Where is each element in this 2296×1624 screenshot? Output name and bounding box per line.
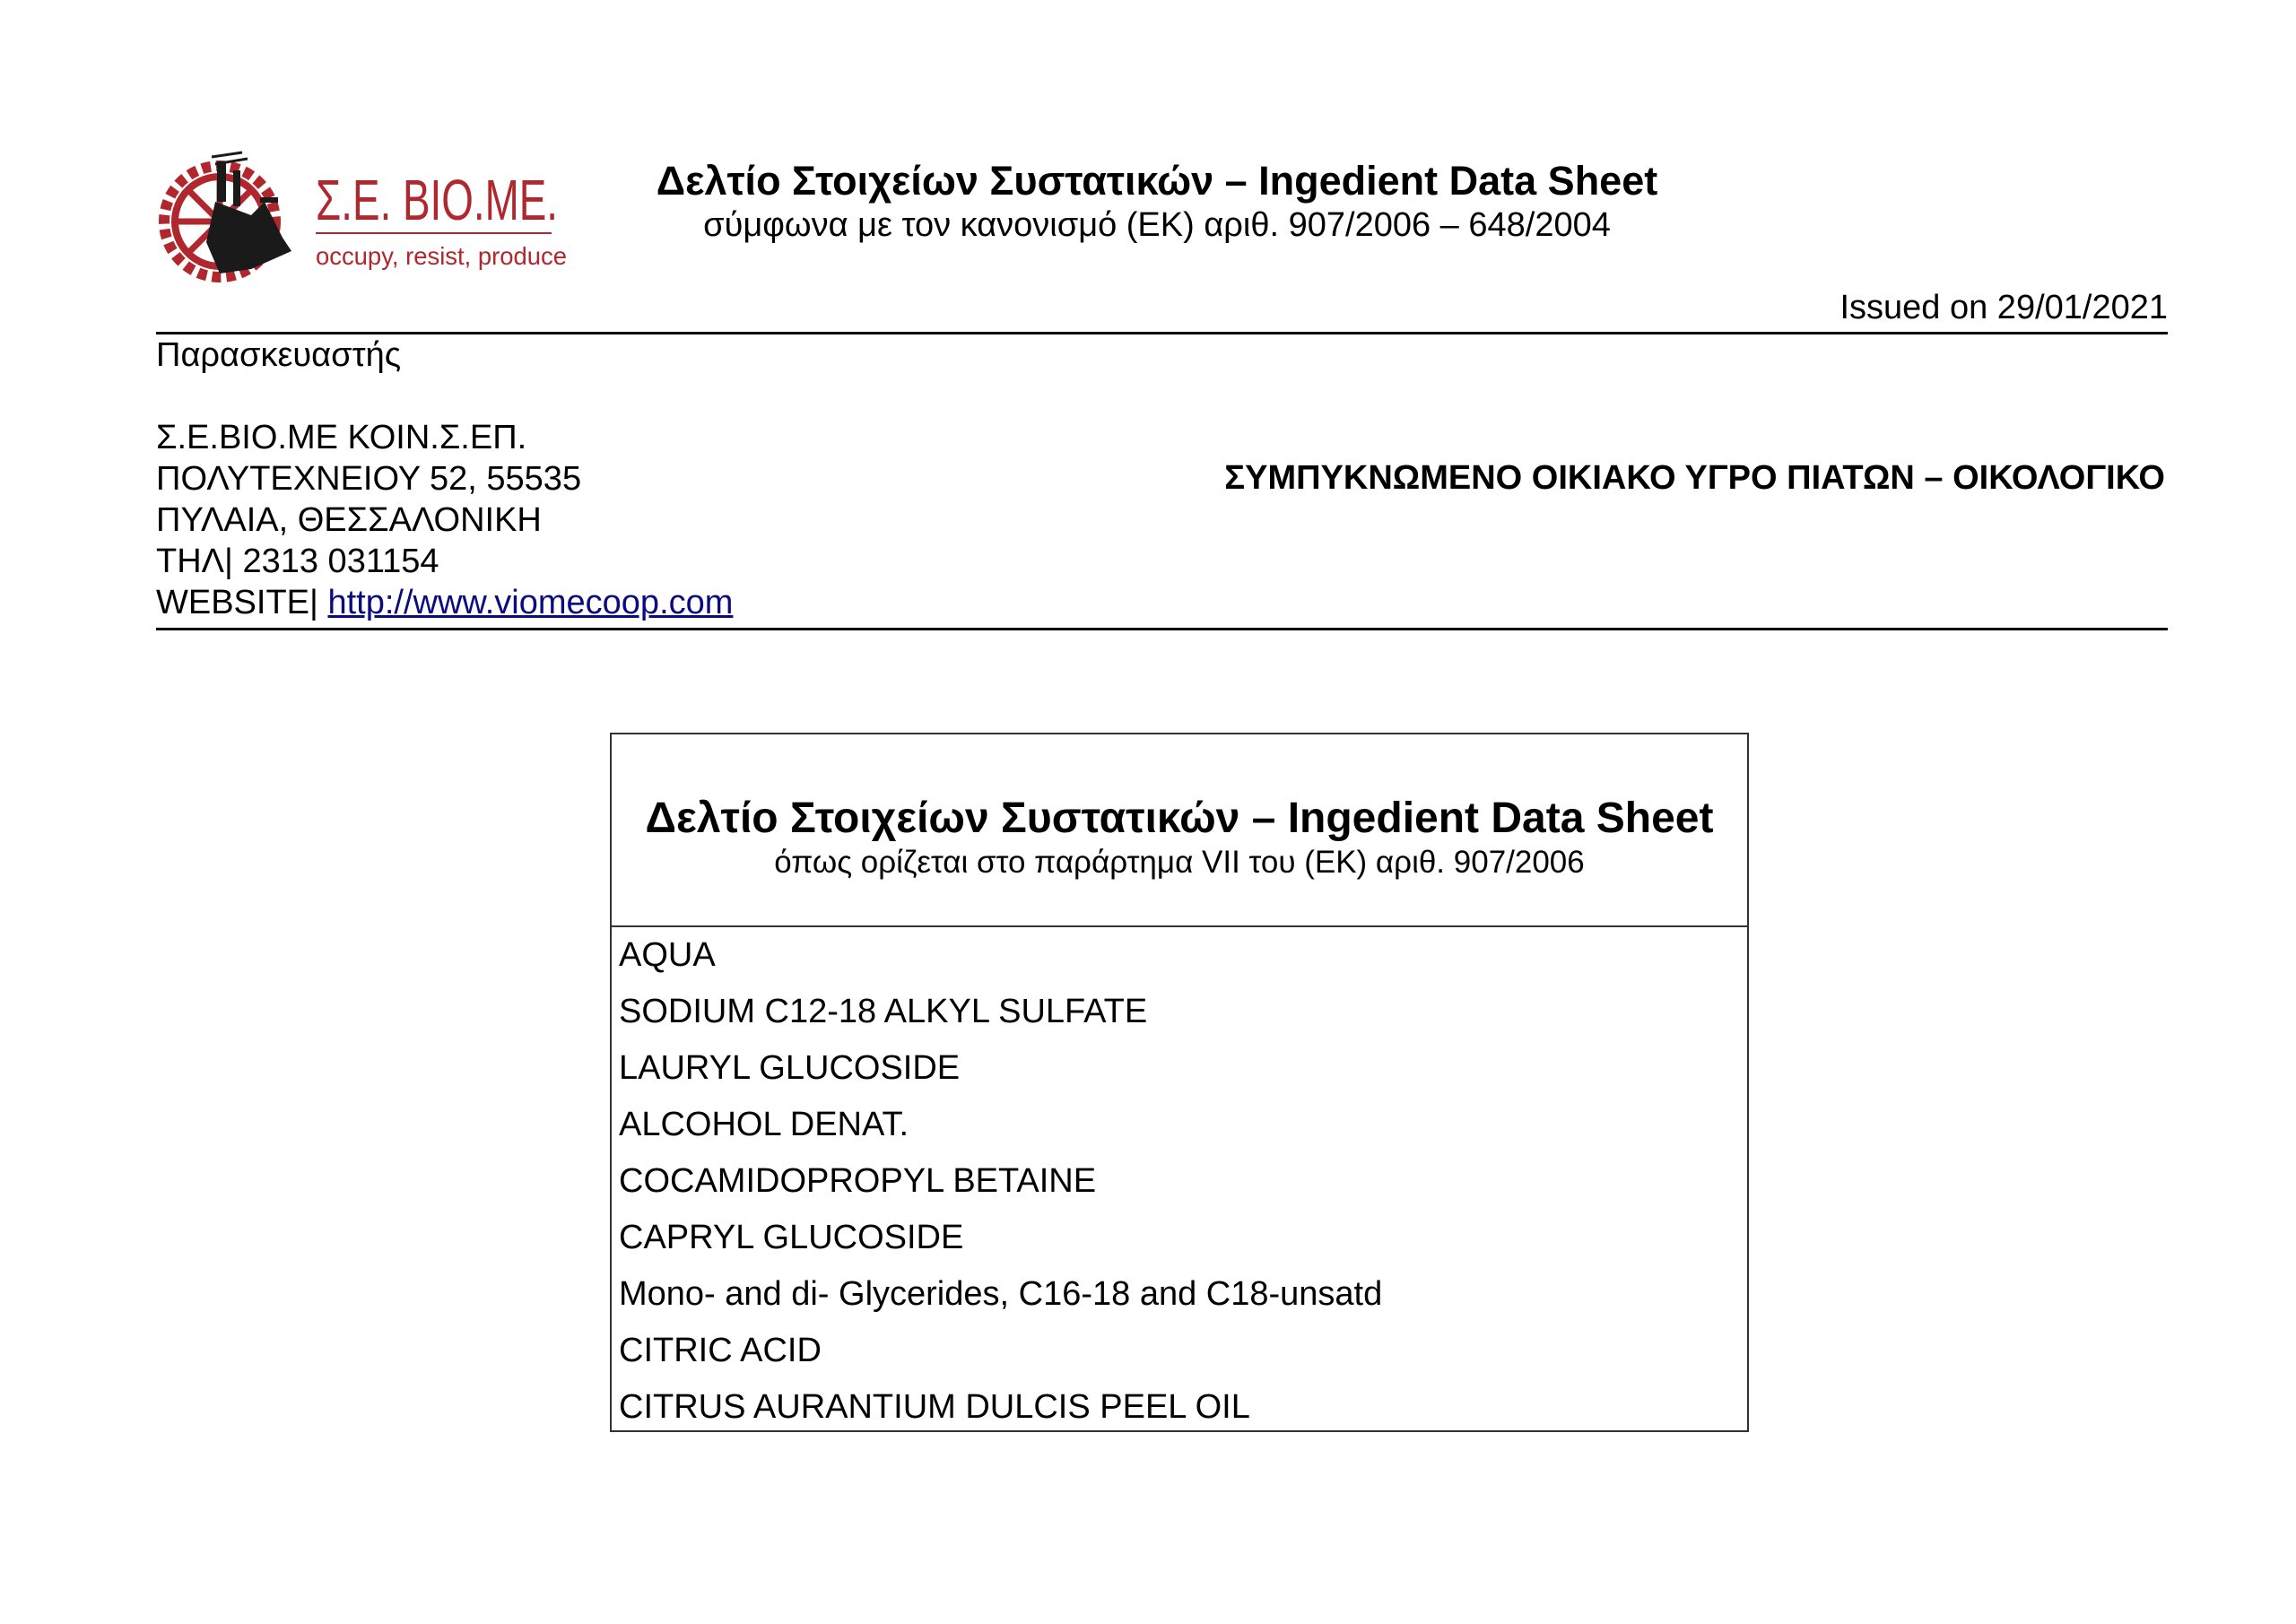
document-subtitle: σύμφωνα με τον κανονισμό (ΕΚ) αριθ. 907/2006 – 648/2004 (703, 206, 1611, 244)
website-prefix: WEBSITE| (156, 584, 328, 621)
ingredient-table (610, 733, 1749, 1432)
ingredient-table-header (612, 734, 1747, 927)
ingredient-item: ALCOHOL DENAT. (619, 1106, 909, 1143)
gear-factory-logo-icon (152, 148, 574, 282)
ingredient-table-subtitle: όπως ορίζεται στο παράρτημα VII του (ΕΚ) αριθ. 907/2006 (774, 845, 1585, 880)
manufacturer-name: Σ.Ε.ΒΙΟ.ΜΕ ΚΟΙΝ.Σ.ΕΠ. (156, 419, 527, 456)
manufacturer-block (156, 334, 733, 623)
ingredient-item: SODIUM C12-18 ALKYL SULFATE (619, 993, 1148, 1030)
ingredient-item: CITRUS AURANTIUM DULCIS PEEL OIL (619, 1388, 1250, 1426)
ingredient-item: Mono- and di- Glycerides, C16-18 and C18-unsatd (619, 1275, 1383, 1313)
ingredient-item: AQUA (619, 936, 716, 974)
ingredient-item: LAURYL GLUCOSIDE (619, 1049, 961, 1087)
ingredient-table-title: Δελτίο Στοιχείων Συστατικών – Ingedient Data Sheet (645, 795, 1714, 842)
ingredient-item: CAPRYL GLUCOSIDE (619, 1219, 964, 1256)
logo-brand-text: Σ.Ε. ΒΙΟ.ΜΕ. (316, 168, 558, 232)
website-link[interactable]: http://www.viomecoop.com (327, 584, 734, 621)
manufacturer-address-line-2: ΠΥΛΑΙΑ, ΘΕΣΣΑΛΟΝΙΚΗ (156, 501, 542, 539)
manufacturer-website-line (156, 582, 733, 623)
ingredient-item: COCAMIDOPROPYL BETAINE (619, 1162, 1097, 1200)
logo-tagline-text: occupy, resist, produce (316, 242, 567, 270)
ingredient-item: CITRIC ACID (619, 1332, 822, 1369)
company-logo (152, 148, 574, 282)
ingredient-list (612, 927, 1747, 1436)
issued-date: Issued on 29/01/2021 (1839, 289, 2168, 326)
manufacturer-divider (156, 628, 2168, 630)
document-title: Δελτίο Στοιχείων Συστατικών – Ingedient Data Sheet (656, 158, 1658, 204)
manufacturer-address-line-1: ΠΟΛΥΤΕΧΝΕΙΟΥ 52, 55535 (156, 460, 582, 498)
manufacturer-label: Παρασκευαστής (156, 336, 402, 374)
product-name: ΣΥΜΠΥΚΝΩΜΕΝΟ ΟΙΚΙΑΚΟ ΥΓΡΟ ΠΙΑΤΩΝ – ΟΙΚΟΛΟΓΙΚΟ (1224, 459, 2165, 497)
manufacturer-phone: ΤΗΛ| 2313 031154 (156, 543, 439, 580)
